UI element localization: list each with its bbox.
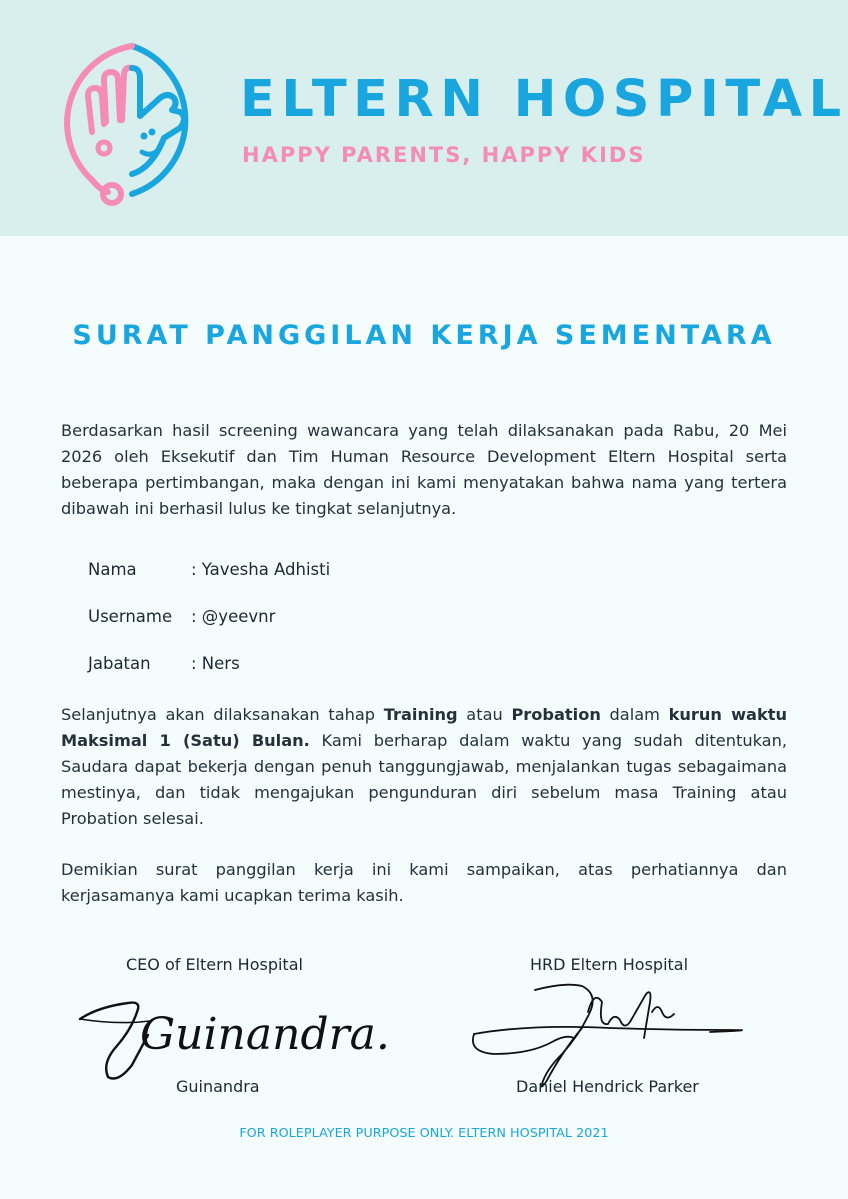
training-paragraph [61,702,787,832]
hrd-signature [470,972,770,1092]
hrd-name: Daniel Hendrick Parker [516,1077,699,1096]
text-run: Kami berharap dalam waktu yang sudah ditentukan, Saudara dapat bekerja dengan penuh tanggungjawab, menjalankan tugas sebagaimana mestinya, dan tidak mengajukan pengunduran diri sebelum masa Training atau Probation selesai. [61,731,787,828]
bold-text: Training [383,705,458,724]
footer-note: FOR ROLEPLAYER PURPOSE ONLY. ELTERN HOSPITAL 2021 [239,1126,609,1141]
field-label: Username [88,607,173,626]
ceo-role: CEO of Eltern Hospital [126,955,303,974]
bold-text: kurun waktu Maksimal 1 (Satu) Bulan. [61,705,787,750]
intro-paragraph: Berdasarkan hasil screening wawancara yang telah dilaksanakan pada Rabu, 20 Mei 2026 oleh Eksekutif dan Tim Human Resource Development Eltern Hospital serta beberapa pertimbangan, maka dengan ini kami menyatakan bahwa nama yang tertera dibawah ini berhasil lulus ke tingkat selanjutnya. [61,421,787,518]
field-username [88,607,275,627]
field-value: : Yavesha Adhisti [191,560,331,579]
letterhead [0,0,848,236]
field-nama [88,560,330,580]
field-value: : Ners [191,654,240,673]
field-value: : @yeevnr [191,607,276,626]
text-run: Selanjutnya akan dilaksanakan tahap [61,705,384,724]
ceo-signature-text: Guinandra. [140,1009,390,1060]
hospital-tagline: HAPPY PARENTS, HAPPY KIDS [242,143,646,167]
hrd-role: HRD Eltern Hospital [530,955,689,974]
field-label: Jabatan [88,654,151,673]
ceo-name: Guinandra [176,1077,260,1096]
hospital-name: ELTERN HOSPITAL [240,70,848,129]
field-label: Nama [88,560,137,579]
text-run: dalam [600,705,669,724]
field-jabatan [88,654,240,674]
ceo-signature [78,985,390,1085]
text-run: atau [457,705,512,724]
closing-paragraph: Demikian surat panggilan kerja ini kami sampaikan, atas perhatiannya dan kerjasamanya kami ucapkan terima kasih. [61,860,787,905]
letter-title: SURAT PANGGILAN KERJA SEMENTARA [72,320,776,351]
hospital-logo-icon [48,40,213,212]
bold-text: Probation [511,705,601,724]
